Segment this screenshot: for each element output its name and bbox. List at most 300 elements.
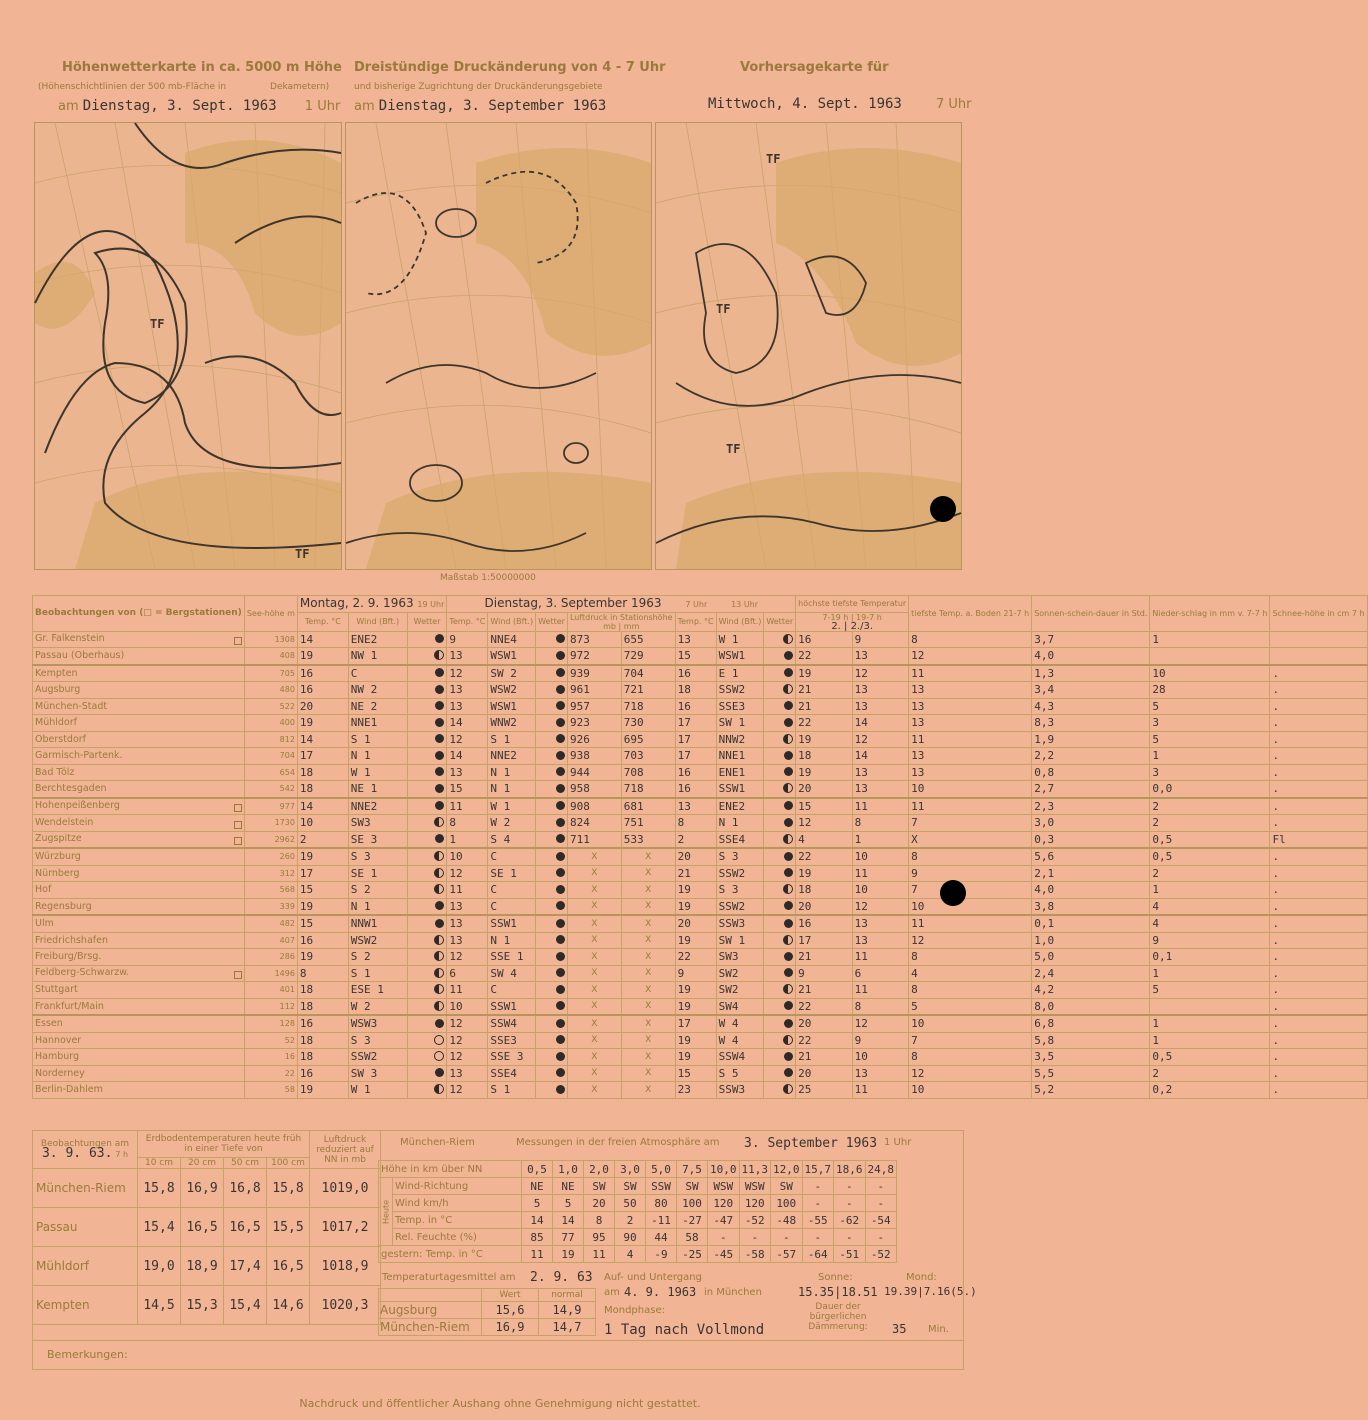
temp-13h: 19 (675, 1049, 716, 1066)
ground-temp-min: 5 (909, 998, 1032, 1015)
obs-row (33, 848, 1368, 865)
weather-symbol-icon (556, 834, 565, 843)
precipitation: 0,5 (1150, 848, 1270, 865)
sunshine-hours: 3,5 (1032, 1049, 1150, 1066)
weather-13h (764, 698, 796, 715)
station-altitude: 408 (244, 648, 297, 665)
station-altitude: 977 (244, 798, 297, 815)
pressure-mb: 926 (567, 731, 621, 748)
precipitation: 1 (1150, 748, 1270, 765)
humidity: - (865, 1229, 897, 1246)
pressure-mm: 718 (621, 698, 675, 715)
weather-symbol-icon (434, 935, 444, 945)
temp-min: 10 (852, 1049, 909, 1066)
tmean-normal-header: normal (539, 1289, 596, 1302)
remarks-box[interactable] (32, 1340, 964, 1370)
upper-air-map (34, 122, 342, 570)
weather-symbol-icon (434, 884, 444, 894)
temp-19h: 16 (297, 932, 348, 949)
sunshine-hours: 2,1 (1032, 865, 1150, 882)
yesterday-temp: 11 (522, 1246, 553, 1263)
temp-max: 4 (796, 831, 853, 848)
ground-temp-min: 12 (909, 1065, 1032, 1082)
col-station-header: Beobachtungen von (□ = Bergstationen) (33, 596, 245, 632)
pressure-mm: 730 (621, 715, 675, 732)
wind-19h: SE 3 (348, 831, 407, 848)
wind-speed: 100 (771, 1195, 803, 1212)
sunshine-header: Sonnen-schein-dauer in Std. (1032, 596, 1150, 632)
station-name (33, 798, 245, 815)
pressure-mm: X (621, 1015, 675, 1032)
precipitation: 1 (1150, 1032, 1270, 1049)
wind-direction: SW (677, 1178, 708, 1195)
weather-symbol-icon (556, 718, 565, 727)
temp-min: 11 (852, 798, 909, 815)
pressure-mb: 972 (567, 648, 621, 665)
temp-min: 9 (852, 1032, 909, 1049)
height-value: 15,7 (802, 1161, 834, 1178)
wind-19h: NNE1 (348, 715, 407, 732)
soil-depth-label: 10 cm (138, 1158, 181, 1169)
weather-7h (536, 848, 568, 865)
wind-7h: SE 1 (488, 865, 536, 882)
wind-7h: S 4 (488, 831, 536, 848)
temp-min: 13 (852, 698, 909, 715)
obs-row (33, 949, 1368, 966)
temperature: -11 (646, 1212, 677, 1229)
ground-temp-min: 8 (909, 848, 1032, 865)
station-name-text: Würzburg (35, 851, 81, 863)
obs-row (33, 648, 1368, 665)
pressure-change-map (345, 122, 652, 570)
weather-13h (764, 831, 796, 848)
pressure-mb: X (567, 898, 621, 915)
obs-row (33, 898, 1368, 915)
weather-symbol-icon (556, 1019, 565, 1028)
station-altitude: 480 (244, 682, 297, 699)
station-name (33, 1015, 245, 1032)
station-name-text: Stuttgart (35, 984, 78, 996)
pressure-mb: X (567, 949, 621, 966)
daem-value: 35 (892, 1322, 907, 1336)
temp-13h: 19 (675, 998, 716, 1015)
pressure-mb: X (567, 1065, 621, 1082)
snow-depth: . (1270, 731, 1367, 748)
station-name-text: Kempten (35, 667, 78, 679)
wind-direction: SW (584, 1178, 615, 1195)
weather-symbol-icon (783, 1084, 793, 1094)
precipitation: 0,1 (1150, 949, 1270, 966)
wind-13h: SSE3 (716, 698, 764, 715)
map1-unit: Dekametern) (270, 82, 330, 92)
wind-13h: N 1 (716, 815, 764, 832)
ground-temp-min: 13 (909, 682, 1032, 699)
temp-max: 22 (796, 848, 853, 865)
daem-label: Dauer der bürgerlichen Dämmerung: (808, 1302, 868, 1332)
weather-symbol-icon (434, 968, 444, 978)
snow-depth: . (1270, 998, 1367, 1015)
tmean-station: München-Riem (379, 1319, 482, 1336)
precipitation: 4 (1150, 915, 1270, 932)
wind-19h: NNW1 (348, 915, 407, 932)
pressure-mm: 729 (621, 648, 675, 665)
snow-depth: . (1270, 1082, 1367, 1099)
pressure-mm: X (621, 1032, 675, 1049)
weather-symbol-icon (556, 1085, 565, 1094)
temperature: -55 (802, 1212, 834, 1229)
humidity: - (802, 1229, 834, 1246)
weather-19h (407, 648, 447, 665)
wind-19h: S 3 (348, 848, 407, 865)
temp-min: 11 (852, 949, 909, 966)
map3-date: Mittwoch, 4. Sept. 1963 (708, 96, 902, 112)
weather-13h (764, 1065, 796, 1082)
yesterday-temp: -58 (739, 1246, 771, 1263)
weather-19h (407, 932, 447, 949)
map2-title: Dreistündige Druckänderung von 4 - 7 Uhr (354, 60, 666, 75)
pressure-mm: X (621, 848, 675, 865)
temp-19h: 16 (297, 1065, 348, 1082)
temp-max: 19 (796, 665, 853, 682)
station-name (33, 965, 245, 982)
weather-symbol-icon (556, 968, 565, 977)
snow-depth: . (1270, 748, 1367, 765)
weather-13h (764, 781, 796, 798)
pressure-mb: 908 (567, 798, 621, 815)
map1-time: 1 Uhr (304, 99, 341, 114)
forecast-map (655, 122, 962, 570)
temp-7h: 12 (447, 1015, 488, 1032)
pressure-mm: 708 (621, 764, 675, 781)
day2-header (447, 596, 796, 613)
snow-depth: . (1270, 682, 1367, 699)
wind-19h: W 2 (348, 998, 407, 1015)
map1-title: Höhenwetterkarte in ca. 5000 m Höhe (62, 60, 342, 75)
wind-13h: SSW2 (716, 898, 764, 915)
tmean-wert-header: Wert (482, 1289, 539, 1302)
pressure-mb: 711 (567, 831, 621, 848)
station-name-text: Hamburg (35, 1051, 80, 1063)
sunshine-hours: 3,7 (1032, 631, 1150, 648)
weather-symbol-icon (434, 868, 444, 878)
weather-symbol-icon (435, 685, 444, 694)
temp-13h: 16 (675, 665, 716, 682)
precipitation: 1 (1150, 965, 1270, 982)
temp-19h: 8 (297, 965, 348, 982)
wind-13h: SSW2 (716, 682, 764, 699)
wind-direction: SW (615, 1178, 646, 1195)
tmean-label: Temperaturtagesmittel am (382, 1272, 516, 1283)
temp-max: 16 (796, 631, 853, 648)
wind-direction: - (834, 1178, 866, 1195)
weather-7h (536, 998, 568, 1015)
upper-height-label: Höhe in km über NN (379, 1161, 522, 1178)
weather-19h (407, 848, 447, 865)
precipitation: 0,5 (1150, 831, 1270, 848)
soil-temp: 18,9 (181, 1247, 224, 1286)
h-extremes-sub (796, 612, 909, 631)
weather-7h (536, 1049, 568, 1066)
yesterday-temp: 11 (584, 1246, 615, 1263)
precipitation: 0,5 (1150, 1049, 1270, 1066)
station-name-text: Mühldorf (35, 717, 77, 729)
wind-13h: E 1 (716, 665, 764, 682)
sunshine-hours: 5,6 (1032, 848, 1150, 865)
precipitation: 0,2 (1150, 1082, 1270, 1099)
upper-speed-label: Wind km/h (393, 1195, 522, 1212)
temp-13h: 16 (675, 781, 716, 798)
station-altitude: 260 (244, 848, 297, 865)
temp-min: 11 (852, 982, 909, 999)
weather-19h (407, 1015, 447, 1032)
weather-7h (536, 748, 568, 765)
yesterday-temp: -9 (646, 1246, 677, 1263)
wind-19h: NW 1 (348, 648, 407, 665)
obs-row (33, 882, 1368, 899)
temp-19h: 15 (297, 915, 348, 932)
pressure-mm: X (621, 915, 675, 932)
weather-symbol-icon (435, 751, 444, 760)
obs-row (33, 798, 1368, 815)
obs-row (33, 998, 1368, 1015)
station-name-text: Hof (35, 884, 52, 896)
temp-19h: 18 (297, 1032, 348, 1049)
station-name (33, 748, 245, 765)
station-name-text: Augsburg (35, 684, 81, 696)
h-wetter-7: Wetter (536, 612, 568, 631)
temp-13h: 17 (675, 748, 716, 765)
wind-speed: 5 (522, 1195, 553, 1212)
wind-7h: S 1 (488, 731, 536, 748)
temperature: -47 (708, 1212, 740, 1229)
obs-row (33, 1065, 1368, 1082)
svg-text:TF: TF (295, 547, 310, 561)
soil-station: München-Riem (33, 1169, 138, 1208)
upper-date: 3. September 1963 (744, 1136, 878, 1151)
snow-depth: . (1270, 982, 1367, 999)
temp-13h: 17 (675, 715, 716, 732)
upper-title: Messungen in der freien Atmosphäre am (516, 1137, 720, 1148)
yesterday-temp: -45 (708, 1246, 740, 1263)
wind-7h: C (488, 882, 536, 899)
wind-19h: WSW2 (348, 932, 407, 949)
pressure-mm: 718 (621, 781, 675, 798)
mountain-station-marker (234, 637, 242, 645)
weather-symbol-icon (556, 634, 565, 643)
station-altitude: 1496 (244, 965, 297, 982)
obs-row (33, 764, 1368, 781)
soil-temp: 15,8 (267, 1169, 310, 1208)
weather-13h (764, 949, 796, 966)
wind-19h: C (348, 665, 407, 682)
temp-19h: 19 (297, 848, 348, 865)
temp-min: 9 (852, 631, 909, 648)
weather-symbol-icon (434, 984, 444, 994)
temp-min: 13 (852, 764, 909, 781)
pressure-mb: 944 (567, 764, 621, 781)
precipitation (1150, 998, 1270, 1015)
wind-speed: 50 (615, 1195, 646, 1212)
ground-temp-min: 10 (909, 1015, 1032, 1032)
temp-19h: 2 (297, 831, 348, 848)
precipitation: 5 (1150, 731, 1270, 748)
obs-row (33, 831, 1368, 848)
remarks-label: Bemerkungen: (47, 1348, 128, 1361)
weather-13h (764, 848, 796, 865)
wind-7h: SW 2 (488, 665, 536, 682)
h-wind-19: Wind (Bft.) (348, 612, 407, 631)
weather-7h (536, 731, 568, 748)
mond-times: 19.39|7.16(5.) (884, 1285, 977, 1298)
snow-depth: . (1270, 798, 1367, 815)
weather-19h (407, 815, 447, 832)
wind-speed: 120 (739, 1195, 771, 1212)
weather-symbol-icon (784, 868, 793, 877)
weather-7h (536, 915, 568, 932)
weather-7h (536, 1065, 568, 1082)
temp-7h: 12 (447, 731, 488, 748)
h-luftdruck-label: Luftdruck in Stationshöhe (569, 612, 673, 622)
snow-header: Schnee-höhe in cm 7 h (1270, 596, 1367, 632)
precipitation: 2 (1150, 1065, 1270, 1082)
day2-time-13: 13 Uhr (731, 599, 759, 609)
temperature: 2 (615, 1212, 646, 1229)
temp-max: 19 (796, 764, 853, 781)
obs-row (33, 631, 1368, 648)
pressure-mb: 923 (567, 715, 621, 732)
soil-depth-label: 100 cm (267, 1158, 310, 1169)
wind-13h: S 3 (716, 848, 764, 865)
obs-row (33, 1015, 1368, 1032)
station-name-text: Passau (Oberhaus) (35, 650, 125, 662)
snow-depth: . (1270, 698, 1367, 715)
wind-7h: SW 4 (488, 965, 536, 982)
sunshine-hours: 3,4 (1032, 682, 1150, 699)
soil-obs-header (33, 1131, 138, 1169)
weather-symbol-icon (556, 767, 565, 776)
weather-symbol-icon (556, 784, 565, 793)
soil-station: Passau (33, 1208, 138, 1247)
pressure-mb: X (567, 865, 621, 882)
temp-7h: 11 (447, 882, 488, 899)
sunshine-hours: 0,8 (1032, 764, 1150, 781)
ground-temp-min: 8 (909, 1049, 1032, 1066)
col-altitude-header: See-höhe m (244, 596, 297, 632)
height-value: 3,0 (615, 1161, 646, 1178)
obs-row (33, 815, 1368, 832)
sunshine-hours: 2,3 (1032, 798, 1150, 815)
station-altitude: 1730 (244, 815, 297, 832)
height-value: 24,8 (865, 1161, 897, 1178)
ground-temp-min: 11 (909, 665, 1032, 682)
sun-label3: in München (704, 1287, 762, 1298)
weather-7h (536, 781, 568, 798)
weather-19h (407, 998, 447, 1015)
soil-temp: 16,8 (224, 1169, 267, 1208)
pressure-mm: 533 (621, 831, 675, 848)
temp-13h: 15 (675, 648, 716, 665)
temp-7h: 11 (447, 798, 488, 815)
temp-min: 11 (852, 865, 909, 882)
weather-7h (536, 1032, 568, 1049)
weather-7h (536, 1015, 568, 1032)
weather-7h (536, 798, 568, 815)
obs-row (33, 1049, 1368, 1066)
wind-direction: SSW (646, 1178, 677, 1195)
temp-min: 12 (852, 731, 909, 748)
svg-text:TF: TF (726, 442, 741, 456)
weather-symbol-icon (784, 751, 793, 760)
temp-7h: 12 (447, 1082, 488, 1099)
wind-19h: SW 3 (348, 1065, 407, 1082)
pressure-mm: 751 (621, 815, 675, 832)
soil-temp: 16,5 (267, 1247, 310, 1286)
weather-7h (536, 698, 568, 715)
yesterday-temp: -57 (771, 1246, 803, 1263)
upper-dir-label: Wind-Richtung (393, 1178, 522, 1195)
temp-13h: 22 (675, 949, 716, 966)
temp-max: 21 (796, 698, 853, 715)
observation-table (32, 595, 1368, 1099)
snow-depth: . (1270, 1065, 1367, 1082)
weather-symbol-icon (434, 851, 444, 861)
temp-min: 13 (852, 1065, 909, 1082)
weather-symbol-icon (435, 668, 444, 677)
temp-7h: 13 (447, 915, 488, 932)
temp-7h: 12 (447, 865, 488, 882)
station-name (33, 982, 245, 999)
temp-max: 22 (796, 998, 853, 1015)
wind-7h: SSE 3 (488, 1049, 536, 1066)
temp-7h: 13 (447, 764, 488, 781)
wind-13h: W 1 (716, 631, 764, 648)
weather-13h (764, 865, 796, 882)
weather-symbol-icon (435, 734, 444, 743)
temp-13h: 21 (675, 865, 716, 882)
station-altitude: 522 (244, 698, 297, 715)
station-altitude: 58 (244, 1082, 297, 1099)
temp-7h: 12 (447, 949, 488, 966)
weather-13h (764, 1032, 796, 1049)
sunshine-hours: 4,0 (1032, 648, 1150, 665)
temp-max: 22 (796, 648, 853, 665)
weather-7h (536, 898, 568, 915)
temp-13h: 8 (675, 815, 716, 832)
wind-19h: NNE2 (348, 798, 407, 815)
weather-symbol-icon (784, 668, 793, 677)
weather-13h (764, 715, 796, 732)
wind-19h: SE 1 (348, 865, 407, 882)
soil-row (33, 1208, 381, 1247)
punch-hole-top (930, 496, 956, 522)
pressure-mm: X (621, 949, 675, 966)
weather-19h (407, 798, 447, 815)
weather-7h (536, 764, 568, 781)
weather-symbol-icon (434, 1035, 444, 1045)
station-name (33, 1049, 245, 1066)
map2-date: Dienstag, 3. September 1963 (378, 98, 607, 114)
precip-header: Nieder-schlag in mm v. 7-7 h (1150, 596, 1270, 632)
snow-depth: . (1270, 715, 1367, 732)
weather-7h (536, 648, 568, 665)
sunshine-hours: 2,4 (1032, 965, 1150, 982)
temp-min: 13 (852, 932, 909, 949)
precipitation: 2 (1150, 798, 1270, 815)
weather-symbol-icon (434, 1051, 444, 1061)
weather-13h (764, 1082, 796, 1099)
weather-symbol-icon (435, 834, 444, 843)
wind-speed: 120 (708, 1195, 740, 1212)
